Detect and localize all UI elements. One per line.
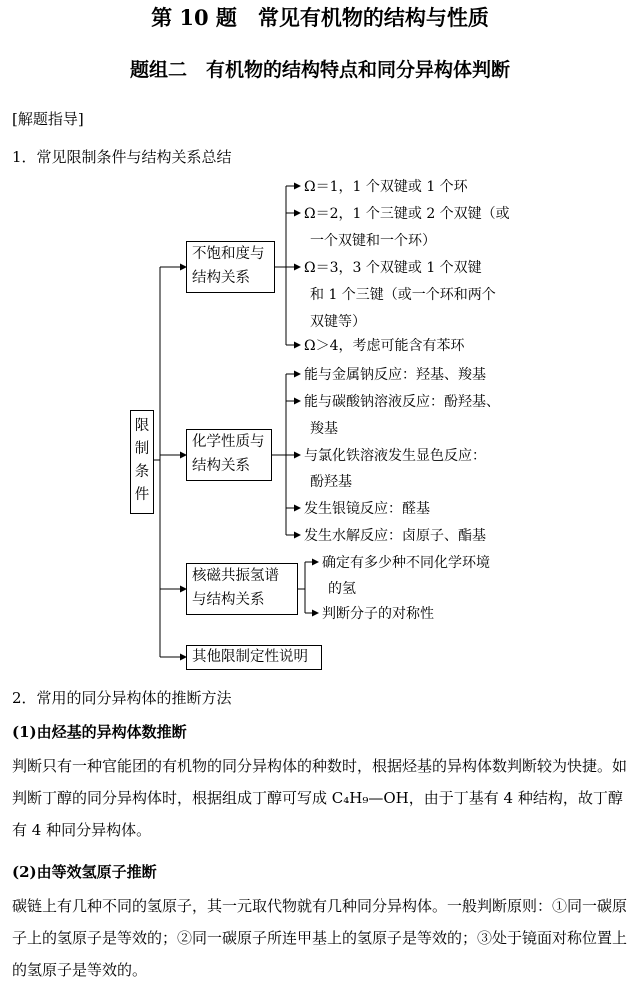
branch-label-line: 核磁共振氢谱 bbox=[192, 568, 279, 584]
branch-label-line: 其他限制定性说明 bbox=[192, 649, 308, 665]
leaf-omega-3-cont2: 双键等） bbox=[310, 314, 366, 330]
leaf-hydrolysis: 发生水解反应：卤原子、酯基 bbox=[304, 528, 486, 544]
leaf-sodium: 能与金属钠反应：羟基、羧基 bbox=[304, 367, 486, 383]
method-1-heading: (1)由烃基的异构体数推断 bbox=[12, 723, 187, 741]
root-char: 条 bbox=[134, 464, 150, 480]
root-box-limit-conditions bbox=[130, 410, 154, 514]
page-subtitle: 题组二 有机物的结构特点和同分异构体判断 bbox=[129, 59, 510, 81]
section-1-heading: 1．常见限制条件与结构关系总结 bbox=[12, 148, 232, 166]
branch-label-line: 结构关系 bbox=[192, 270, 250, 286]
branch-box-unsaturation bbox=[186, 241, 275, 293]
method-2-heading: (2)由等效氢原子推断 bbox=[12, 863, 157, 881]
branch-label-line: 结构关系 bbox=[192, 458, 250, 474]
branch-box-nmr bbox=[186, 563, 298, 615]
leaf-omega-2: Ω＝2，1 个三键或 2 个双键（或 bbox=[304, 206, 510, 222]
leaf-symmetry: 判断分子的对称性 bbox=[322, 606, 434, 622]
method-2-paragraph: 碳链上有几种不同的氢原子，其一元取代物就有几种同分异构体。一般判断原则：①同一碳原子上的氢原子是等效的；②同一碳原子所连甲基上的氢原子是等效的；③处于镜面对称位置上的氢原子是等效的。 bbox=[12, 897, 628, 979]
branch-label-line: 化学性质与 bbox=[192, 434, 265, 450]
leaf-omega-1: Ω＝1，1 个双键或 1 个环 bbox=[304, 179, 468, 195]
leaf-hydrogen-environments: 确定有多少种不同化学环境 bbox=[322, 555, 490, 571]
branch-box-chemical-properties bbox=[186, 429, 272, 481]
leaf-omega-4: Ω＞4，考虑可能含有苯环 bbox=[304, 338, 465, 354]
guide-label: [解题指导] bbox=[12, 110, 84, 128]
branch-label-line: 与结构关系 bbox=[192, 592, 265, 608]
leaf-omega-2-cont: 一个双键和一个环） bbox=[310, 233, 436, 249]
method-1-paragraph: 判断只有一种官能团的有机物的同分异构体的种数时，根据烃基的异构体数判断较为快捷。如判断丁醇的同分异构体时，根据组成丁醇可写成 C₄H₉—OH，由于丁基有 4 种结构，故丁醇有 4 种同分异构体。 bbox=[12, 757, 628, 839]
leaf-ferric-chloride-cont: 酚羟基 bbox=[310, 474, 352, 490]
leaf-ferric-chloride: 与氯化铁溶液发生显色反应： bbox=[304, 448, 486, 464]
leaf-hydrogen-environments-cont: 的氢 bbox=[328, 581, 356, 597]
branch-box-other bbox=[186, 645, 322, 670]
leaf-silver-mirror: 发生银镜反应：醛基 bbox=[304, 501, 430, 517]
page-title: 第 10 题 常见有机物的结构与性质 bbox=[151, 5, 489, 30]
root-char: 制 bbox=[134, 441, 150, 457]
section-2-heading: 2．常用的同分异构体的推断方法 bbox=[12, 689, 232, 707]
leaf-omega-3-cont: 和 1 个三键（或一个环和两个 bbox=[310, 287, 496, 303]
leaf-omega-3: Ω＝3，3 个双键或 1 个双键 bbox=[304, 260, 482, 276]
leaf-sodium-carbonate-cont: 羧基 bbox=[310, 421, 338, 437]
leaf-sodium-carbonate: 能与碳酸钠溶液反应：酚羟基、 bbox=[304, 394, 500, 410]
branch-label-line: 不饱和度与 bbox=[192, 246, 265, 262]
root-char: 件 bbox=[134, 487, 150, 503]
root-char: 限 bbox=[134, 418, 150, 434]
